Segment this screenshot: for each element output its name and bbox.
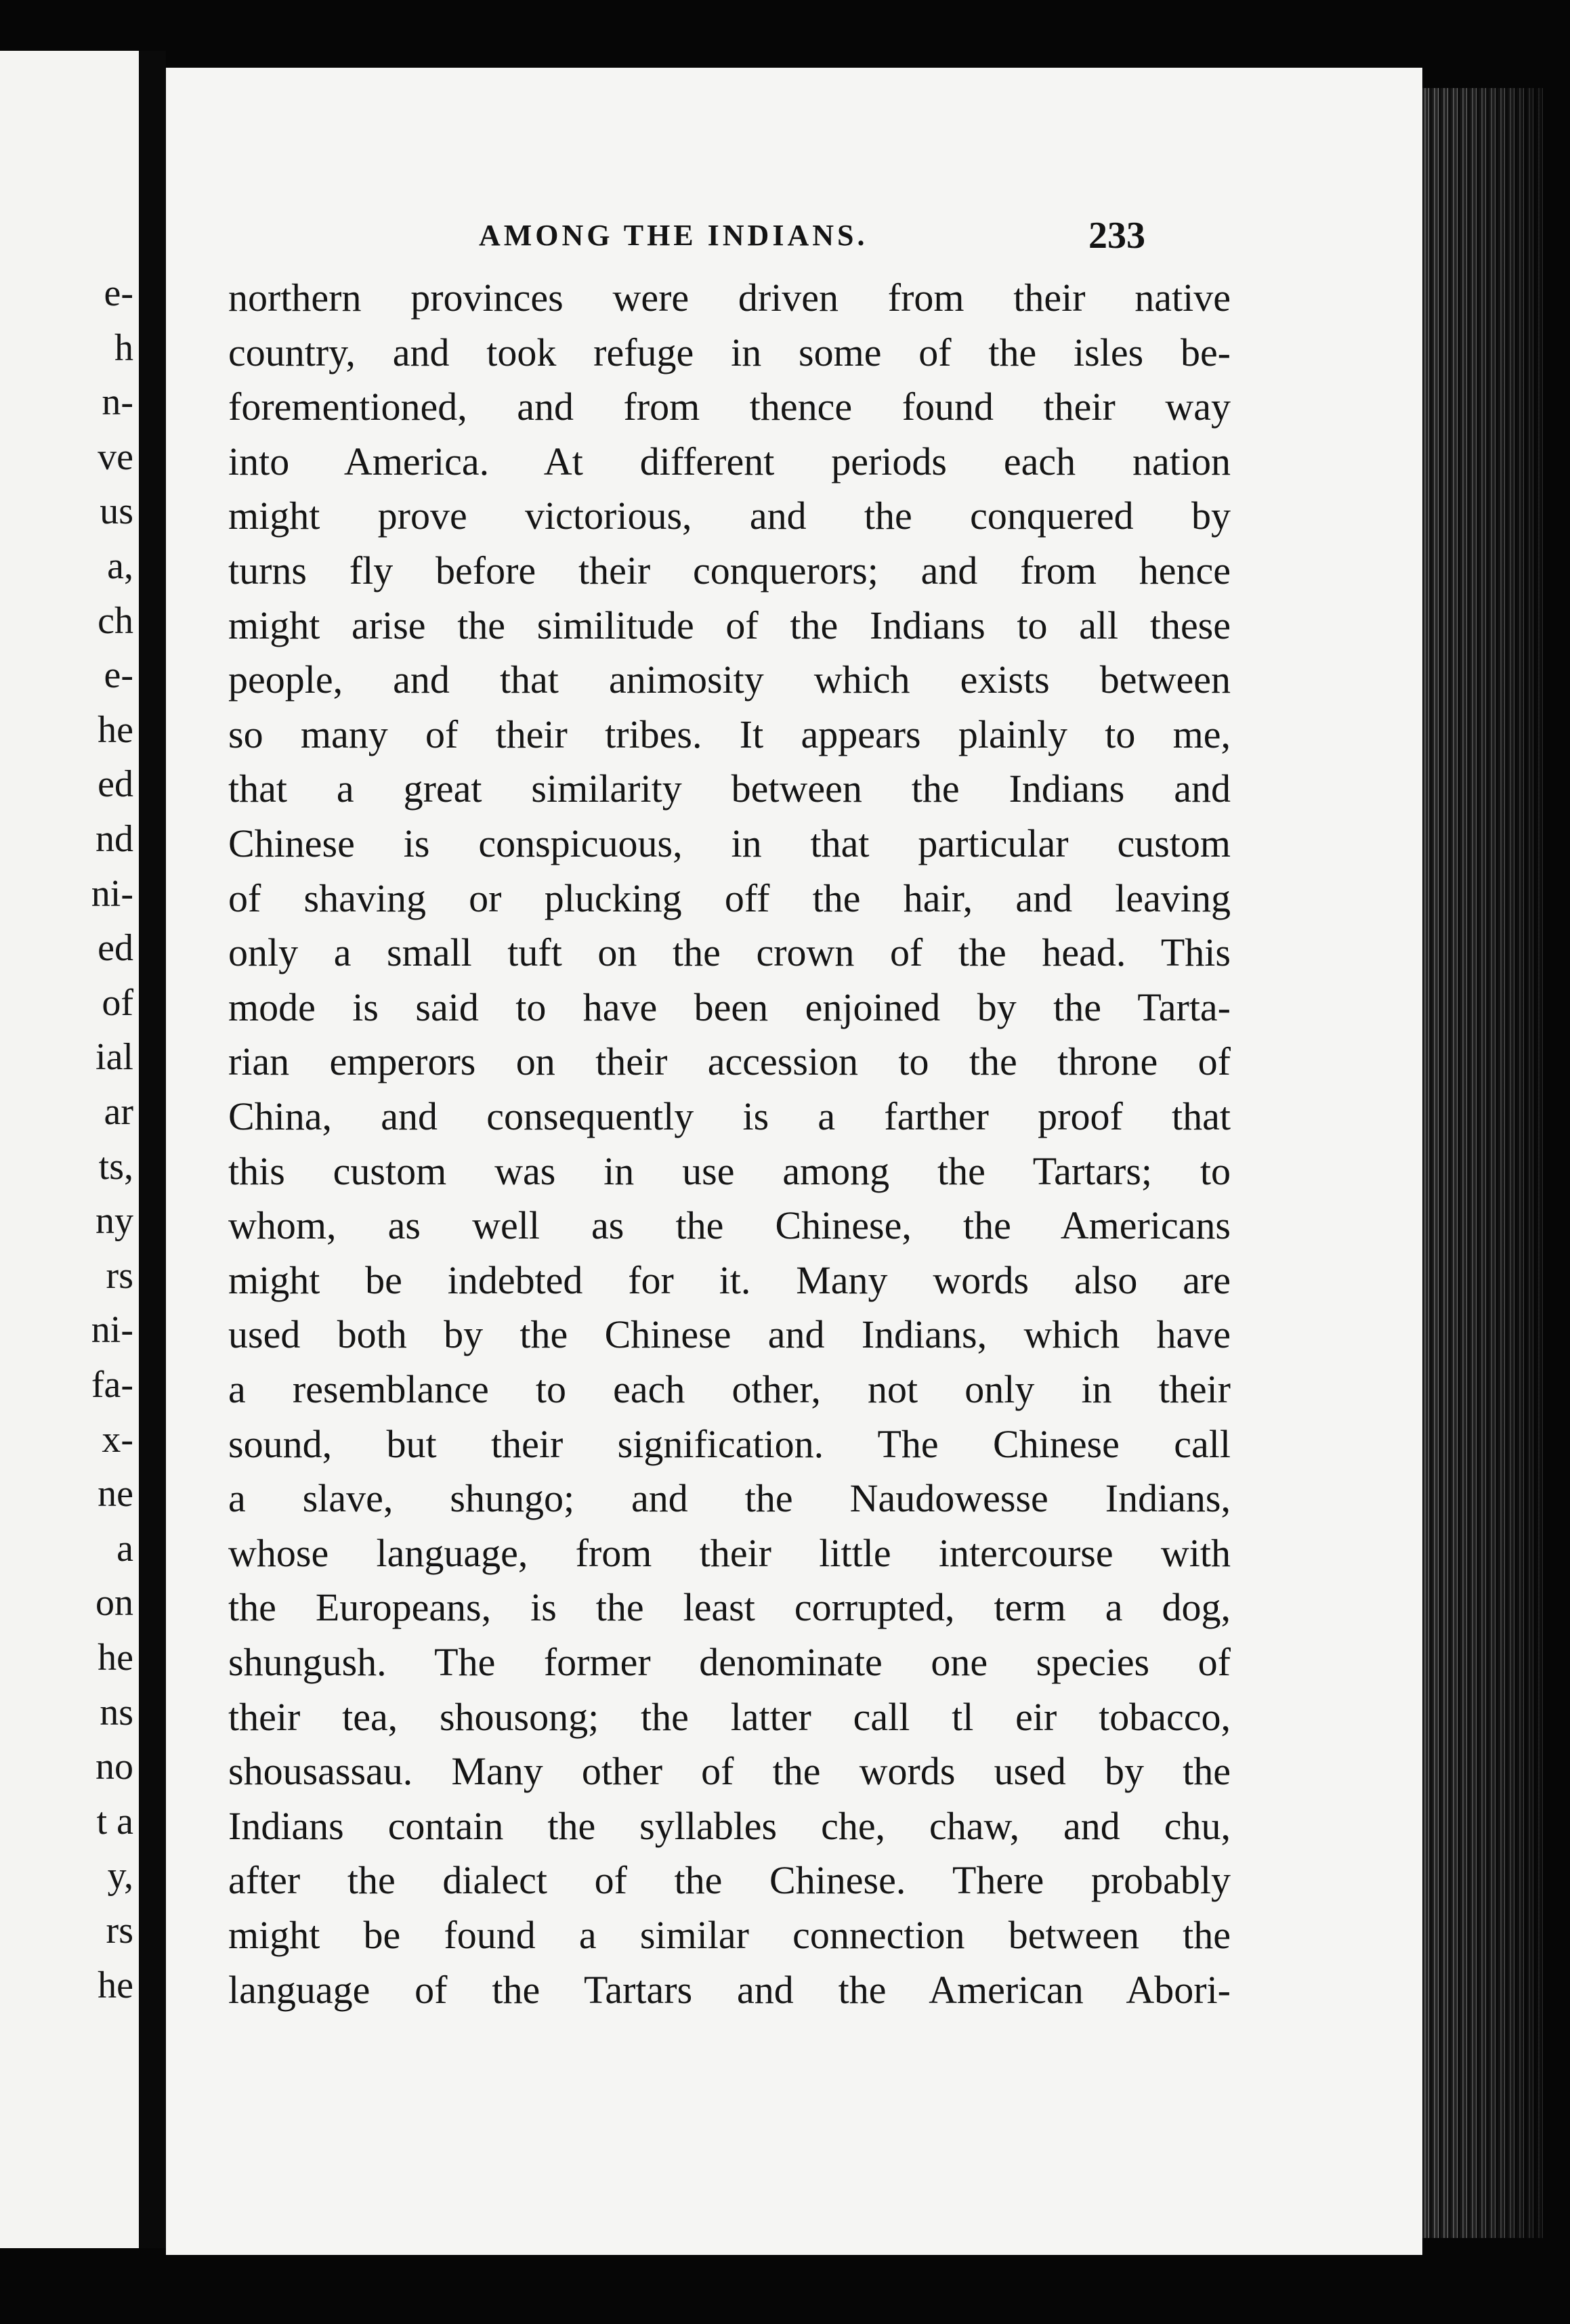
previous-page-text-fragment: nd xyxy=(96,818,133,860)
previous-page-text-fragment: ar xyxy=(104,1091,133,1133)
previous-page-text-fragment: no xyxy=(96,1746,133,1788)
running-head: AMONG THE INDIANS. xyxy=(479,219,868,252)
text-line: turns fly before their conquerors; and from hence xyxy=(228,548,1231,593)
text-line: that a great similarity between the Indians and xyxy=(228,767,1231,811)
text-line: people, and that animosity which exists between xyxy=(228,658,1231,702)
text-line: rian emperors on their accession to the throne of xyxy=(228,1039,1231,1083)
text-line: of shaving or plucking off the hair, and leaving xyxy=(228,876,1231,920)
text-line: whom, as well as the Chinese, the Americans xyxy=(228,1203,1231,1247)
text-line: this custom was in use among the Tartars; to xyxy=(228,1149,1231,1193)
text-line: into America. At different periods each nation xyxy=(228,439,1231,483)
previous-page-text-fragment: ny xyxy=(96,1200,133,1242)
text-line: might prove victorious, and the conquered by xyxy=(228,494,1231,538)
previous-page-text-fragment: h xyxy=(114,327,133,369)
text-line: Indians contain the syllables che, chaw, and chu, xyxy=(228,1804,1231,1848)
text-line: the Europeans, is the least corrupted, term a dog, xyxy=(228,1585,1231,1629)
book-gutter xyxy=(139,51,166,2248)
text-line: language of the Tartars and the American Abori- xyxy=(228,1968,1231,2012)
previous-page-text-fragment: e- xyxy=(104,272,133,314)
previous-page-text-fragment: ed xyxy=(98,927,133,969)
previous-page-text-fragment: ne xyxy=(98,1473,133,1515)
previous-page-text-fragment: he xyxy=(98,1637,133,1679)
page-number: 233 xyxy=(1088,215,1145,257)
text-line: might be indebted for it. Many words also are xyxy=(228,1258,1231,1302)
previous-page-text-fragment: ns xyxy=(100,1692,133,1734)
previous-page-text-fragment: he xyxy=(98,709,133,751)
previous-page-text-fragment: ial xyxy=(96,1036,133,1078)
text-line: shungush. The former denominate one species of xyxy=(228,1640,1231,1684)
text-line: a slave, shungo; and the Naudowesse Indians, xyxy=(228,1476,1231,1520)
previous-page-text-fragment: t a xyxy=(96,1801,133,1843)
previous-page-text-fragment: x- xyxy=(102,1419,133,1461)
text-line: used both by the Chinese and Indians, which have xyxy=(228,1312,1231,1356)
page-header xyxy=(166,215,1422,265)
text-line: forementioned, and from thence found their way xyxy=(228,385,1231,429)
previous-page-text-fragment: ed xyxy=(98,763,133,805)
text-line: a resemblance to each other, not only in their xyxy=(228,1367,1231,1411)
previous-page-text-fragment: a xyxy=(116,1528,133,1570)
text-line: only a small tuft on the crown of the head. This xyxy=(228,930,1231,974)
previous-page-text-fragment: y, xyxy=(107,1855,133,1897)
previous-page-text-fragment: he xyxy=(98,1964,133,2006)
previous-page-text-fragment: ts, xyxy=(98,1146,133,1188)
text-line: northern provinces were driven from their native xyxy=(228,276,1231,320)
previous-page-text-fragment: on xyxy=(96,1582,133,1624)
text-line: might arise the similitude of the Indians to all these xyxy=(228,603,1231,647)
text-line: their tea, shousong; the latter call tl eir tobacco, xyxy=(228,1695,1231,1739)
text-line: after the dialect of the Chinese. There probably xyxy=(228,1858,1231,1902)
previous-page-text-fragment: ve xyxy=(98,436,133,478)
previous-page-text-fragment: rs xyxy=(106,1910,133,1952)
previous-page-text-fragment: ni- xyxy=(91,873,133,915)
previous-page-text-fragment: us xyxy=(100,490,133,532)
previous-page-text-fragment: n- xyxy=(102,381,133,423)
text-line: shousassau. Many other of the words used by the xyxy=(228,1749,1231,1793)
previous-page-text-fragment: e- xyxy=(104,654,133,696)
text-line: mode is said to have been enjoined by the Tarta- xyxy=(228,985,1231,1029)
text-line: Chinese is conspicuous, in that particular custom xyxy=(228,821,1231,865)
previous-page-text-fragment: of xyxy=(102,982,133,1024)
text-line: country, and took refuge in some of the isles be- xyxy=(228,330,1231,374)
book-page xyxy=(166,68,1422,2255)
text-line: China, and consequently is a farther proof that xyxy=(228,1094,1231,1138)
page-edges-shadow xyxy=(1422,88,1544,2238)
text-line: sound, but their signification. The Chinese call xyxy=(228,1422,1231,1466)
previous-page-text-fragment: rs xyxy=(106,1255,133,1297)
previous-page-text-fragment: a, xyxy=(107,545,133,587)
text-line: whose language, from their little intercourse with xyxy=(228,1531,1231,1575)
previous-page-text-fragment: ch xyxy=(98,600,133,642)
previous-page-text-fragment: ni- xyxy=(91,1309,133,1351)
previous-page-edge xyxy=(0,51,139,2248)
previous-page-text-fragment: fa- xyxy=(91,1364,133,1406)
text-line: might be found a similar connection between the xyxy=(228,1913,1231,1957)
text-line: so many of their tribes. It appears plainly to me, xyxy=(228,712,1231,756)
